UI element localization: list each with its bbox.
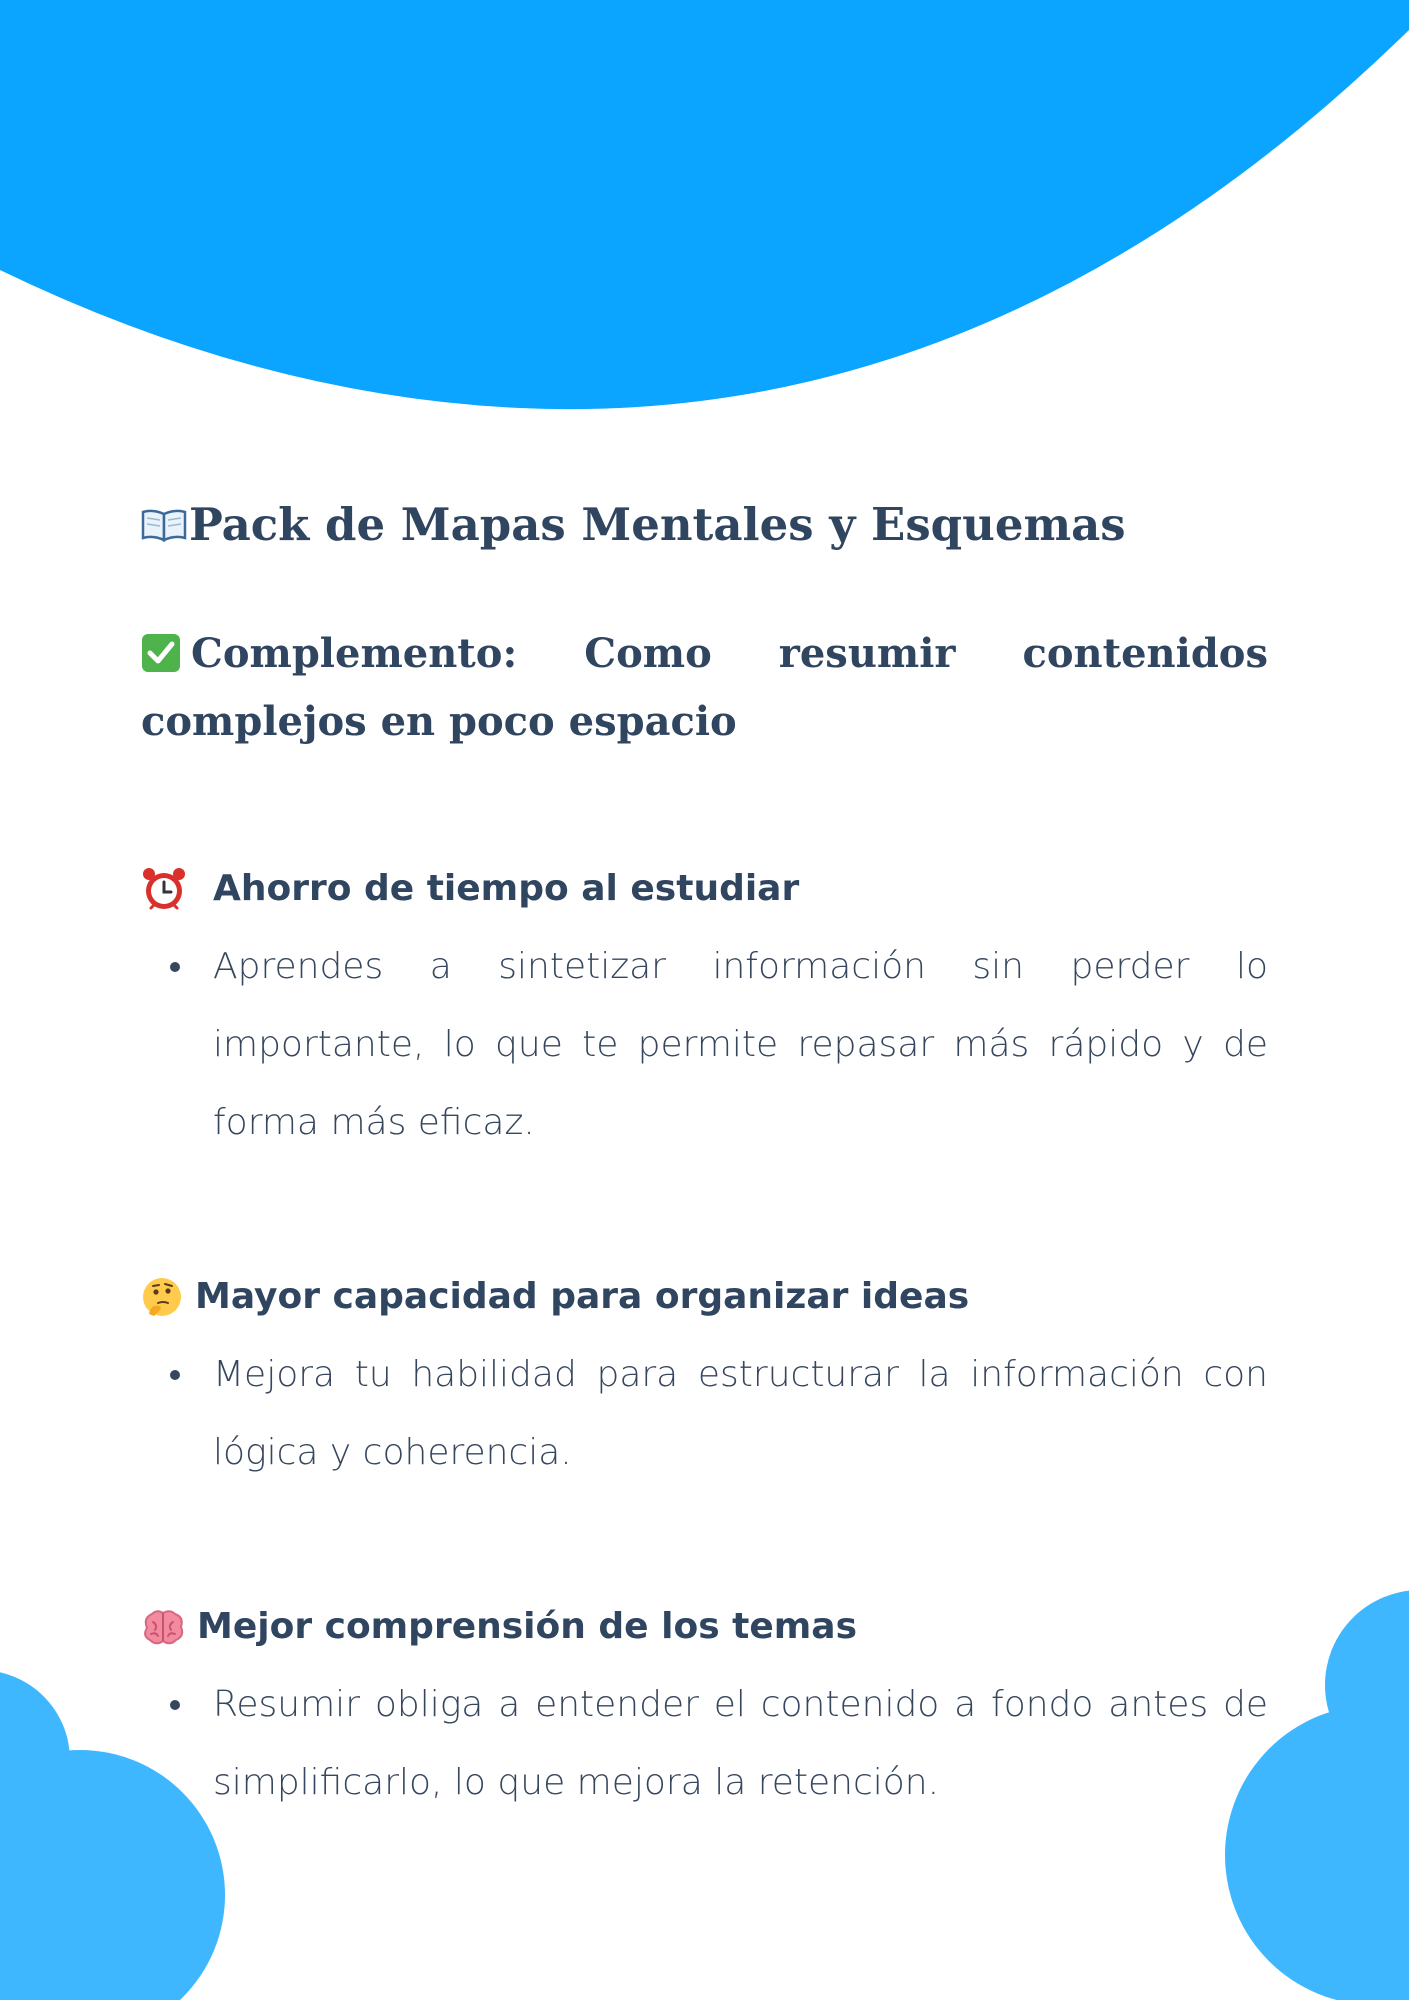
benefit-title-text: Ahorro de tiempo al estudiar (213, 868, 800, 909)
book-icon (141, 508, 187, 542)
check-mark-icon (141, 626, 181, 666)
benefit-section (141, 1596, 1268, 1822)
benefit-description: Aprendes a sintetizar información sin perder lo importante, lo que te permite repasar más rápido y de forma más eficaz. (141, 928, 1268, 1162)
document-title-text: Pack de Mapas Mentales y Esquemas (189, 498, 1126, 551)
alarm-clock-icon (141, 866, 187, 912)
benefit-description: Mejora tu habilidad para estructurar la información con lógica y coherencia. (141, 1336, 1268, 1492)
document-title (141, 490, 1268, 560)
brain-icon (141, 1608, 185, 1646)
benefit-section (141, 858, 1268, 1162)
benefit-title-text: Mejor comprensión de los temas (197, 1606, 858, 1647)
document-subtitle (141, 620, 1268, 756)
benefit-title-text: Mayor capacidad para organizar ideas (195, 1276, 970, 1317)
top-blue-wave (0, 0, 1409, 409)
document-content (141, 490, 1268, 1822)
document-subtitle-text: Complemento: Como resumir contenidos complejos en poco espacio (141, 630, 1268, 745)
benefit-title (141, 1266, 1268, 1328)
benefit-title (141, 1596, 1268, 1658)
benefit-section (141, 1266, 1268, 1492)
benefit-description: Resumir obliga a entender el contenido a fondo antes de simplificarlo, lo que mejora la retención. (141, 1666, 1268, 1822)
benefit-title (141, 858, 1268, 920)
thinking-face-icon (141, 1276, 183, 1318)
